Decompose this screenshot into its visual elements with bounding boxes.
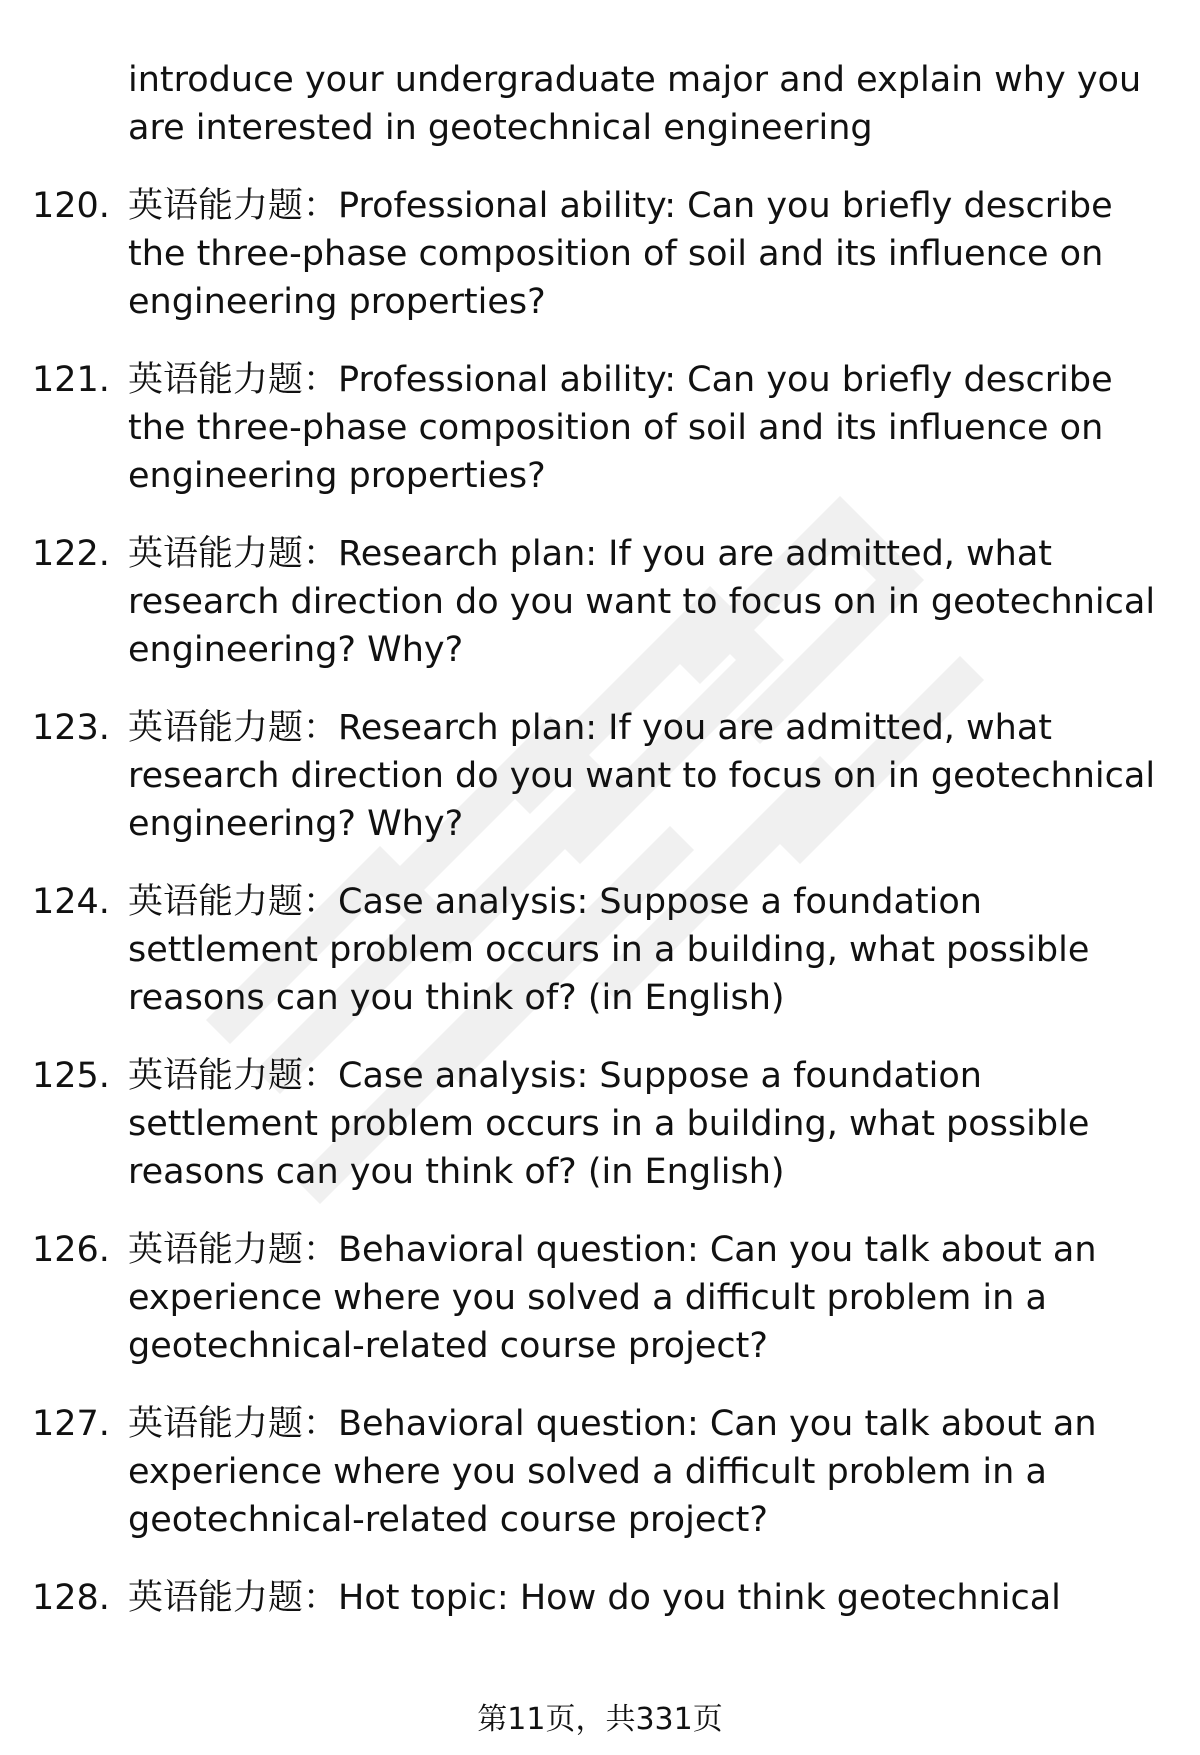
question-text bbox=[128, 182, 1166, 326]
lead-paragraph: introduce your undergraduate major and explain why you are interested in geotechnical engineering bbox=[128, 60, 1142, 148]
question-body: Professional ability: Can you briefly describe the three-phase composition of soil and its influence on engineering properties? bbox=[128, 360, 1113, 496]
question-body: Case analysis: Suppose a foundation settlement problem occurs in a building, what possible reasons can you think of? (in English) bbox=[128, 882, 1090, 1018]
question-body: Research plan: If you are admitted, what research direction do you want to focus on in geotechnical engineering? Why? bbox=[128, 534, 1156, 670]
question-number: 123. bbox=[32, 708, 110, 748]
list-item bbox=[0, 530, 1200, 674]
list-item bbox=[0, 182, 1200, 326]
question-category: 英语能力题： bbox=[128, 360, 339, 400]
question-body: Professional ability: Can you briefly describe the three-phase composition of soil and its influence on engineering properties? bbox=[128, 186, 1113, 322]
question-text bbox=[128, 1400, 1166, 1544]
question-category: 英语能力题： bbox=[128, 534, 339, 574]
question-text bbox=[128, 704, 1166, 848]
question-number: 121. bbox=[32, 360, 110, 400]
question-number: 120. bbox=[32, 186, 110, 226]
list-item bbox=[0, 356, 1200, 500]
question-text bbox=[128, 530, 1166, 674]
list-item bbox=[0, 1052, 1200, 1196]
question-list bbox=[0, 182, 1200, 1622]
list-item bbox=[0, 1226, 1200, 1370]
question-number: 127. bbox=[32, 1404, 110, 1444]
question-body: Behavioral question: Can you talk about an experience where you solved a difficult problem in a geotechnical-related course project? bbox=[128, 1230, 1097, 1366]
question-number: 126. bbox=[32, 1230, 110, 1270]
question-number: 124. bbox=[32, 882, 110, 922]
question-text bbox=[128, 878, 1166, 1022]
question-number: 122. bbox=[32, 534, 110, 574]
list-item bbox=[0, 878, 1200, 1022]
question-category: 英语能力题： bbox=[128, 1404, 339, 1444]
question-text bbox=[128, 356, 1166, 500]
list-item bbox=[0, 1400, 1200, 1544]
question-category: 英语能力题： bbox=[128, 1578, 339, 1618]
question-text bbox=[128, 1052, 1166, 1196]
question-text bbox=[128, 1226, 1166, 1370]
question-category: 英语能力题： bbox=[128, 186, 339, 226]
question-category: 英语能力题： bbox=[128, 1056, 339, 1096]
question-category: 英语能力题： bbox=[128, 1230, 339, 1270]
question-body: Case analysis: Suppose a foundation settlement problem occurs in a building, what possible reasons can you think of? (in English) bbox=[128, 1056, 1090, 1192]
question-body: Hot topic: How do you think geotechnical bbox=[338, 1578, 1061, 1618]
page-footer: 第11页，共331页 bbox=[477, 1702, 723, 1737]
question-category: 英语能力题： bbox=[128, 708, 339, 748]
question-number: 128. bbox=[32, 1578, 110, 1618]
list-item bbox=[0, 704, 1200, 848]
question-body: Research plan: If you are admitted, what research direction do you want to focus on in geotechnical engineering? Why? bbox=[128, 708, 1156, 844]
question-category: 英语能力题： bbox=[128, 882, 339, 922]
question-text bbox=[128, 1574, 1166, 1622]
list-item bbox=[0, 1574, 1200, 1622]
question-body: Behavioral question: Can you talk about an experience where you solved a difficult problem in a geotechnical-related course project? bbox=[128, 1404, 1097, 1540]
question-number: 125. bbox=[32, 1056, 110, 1096]
